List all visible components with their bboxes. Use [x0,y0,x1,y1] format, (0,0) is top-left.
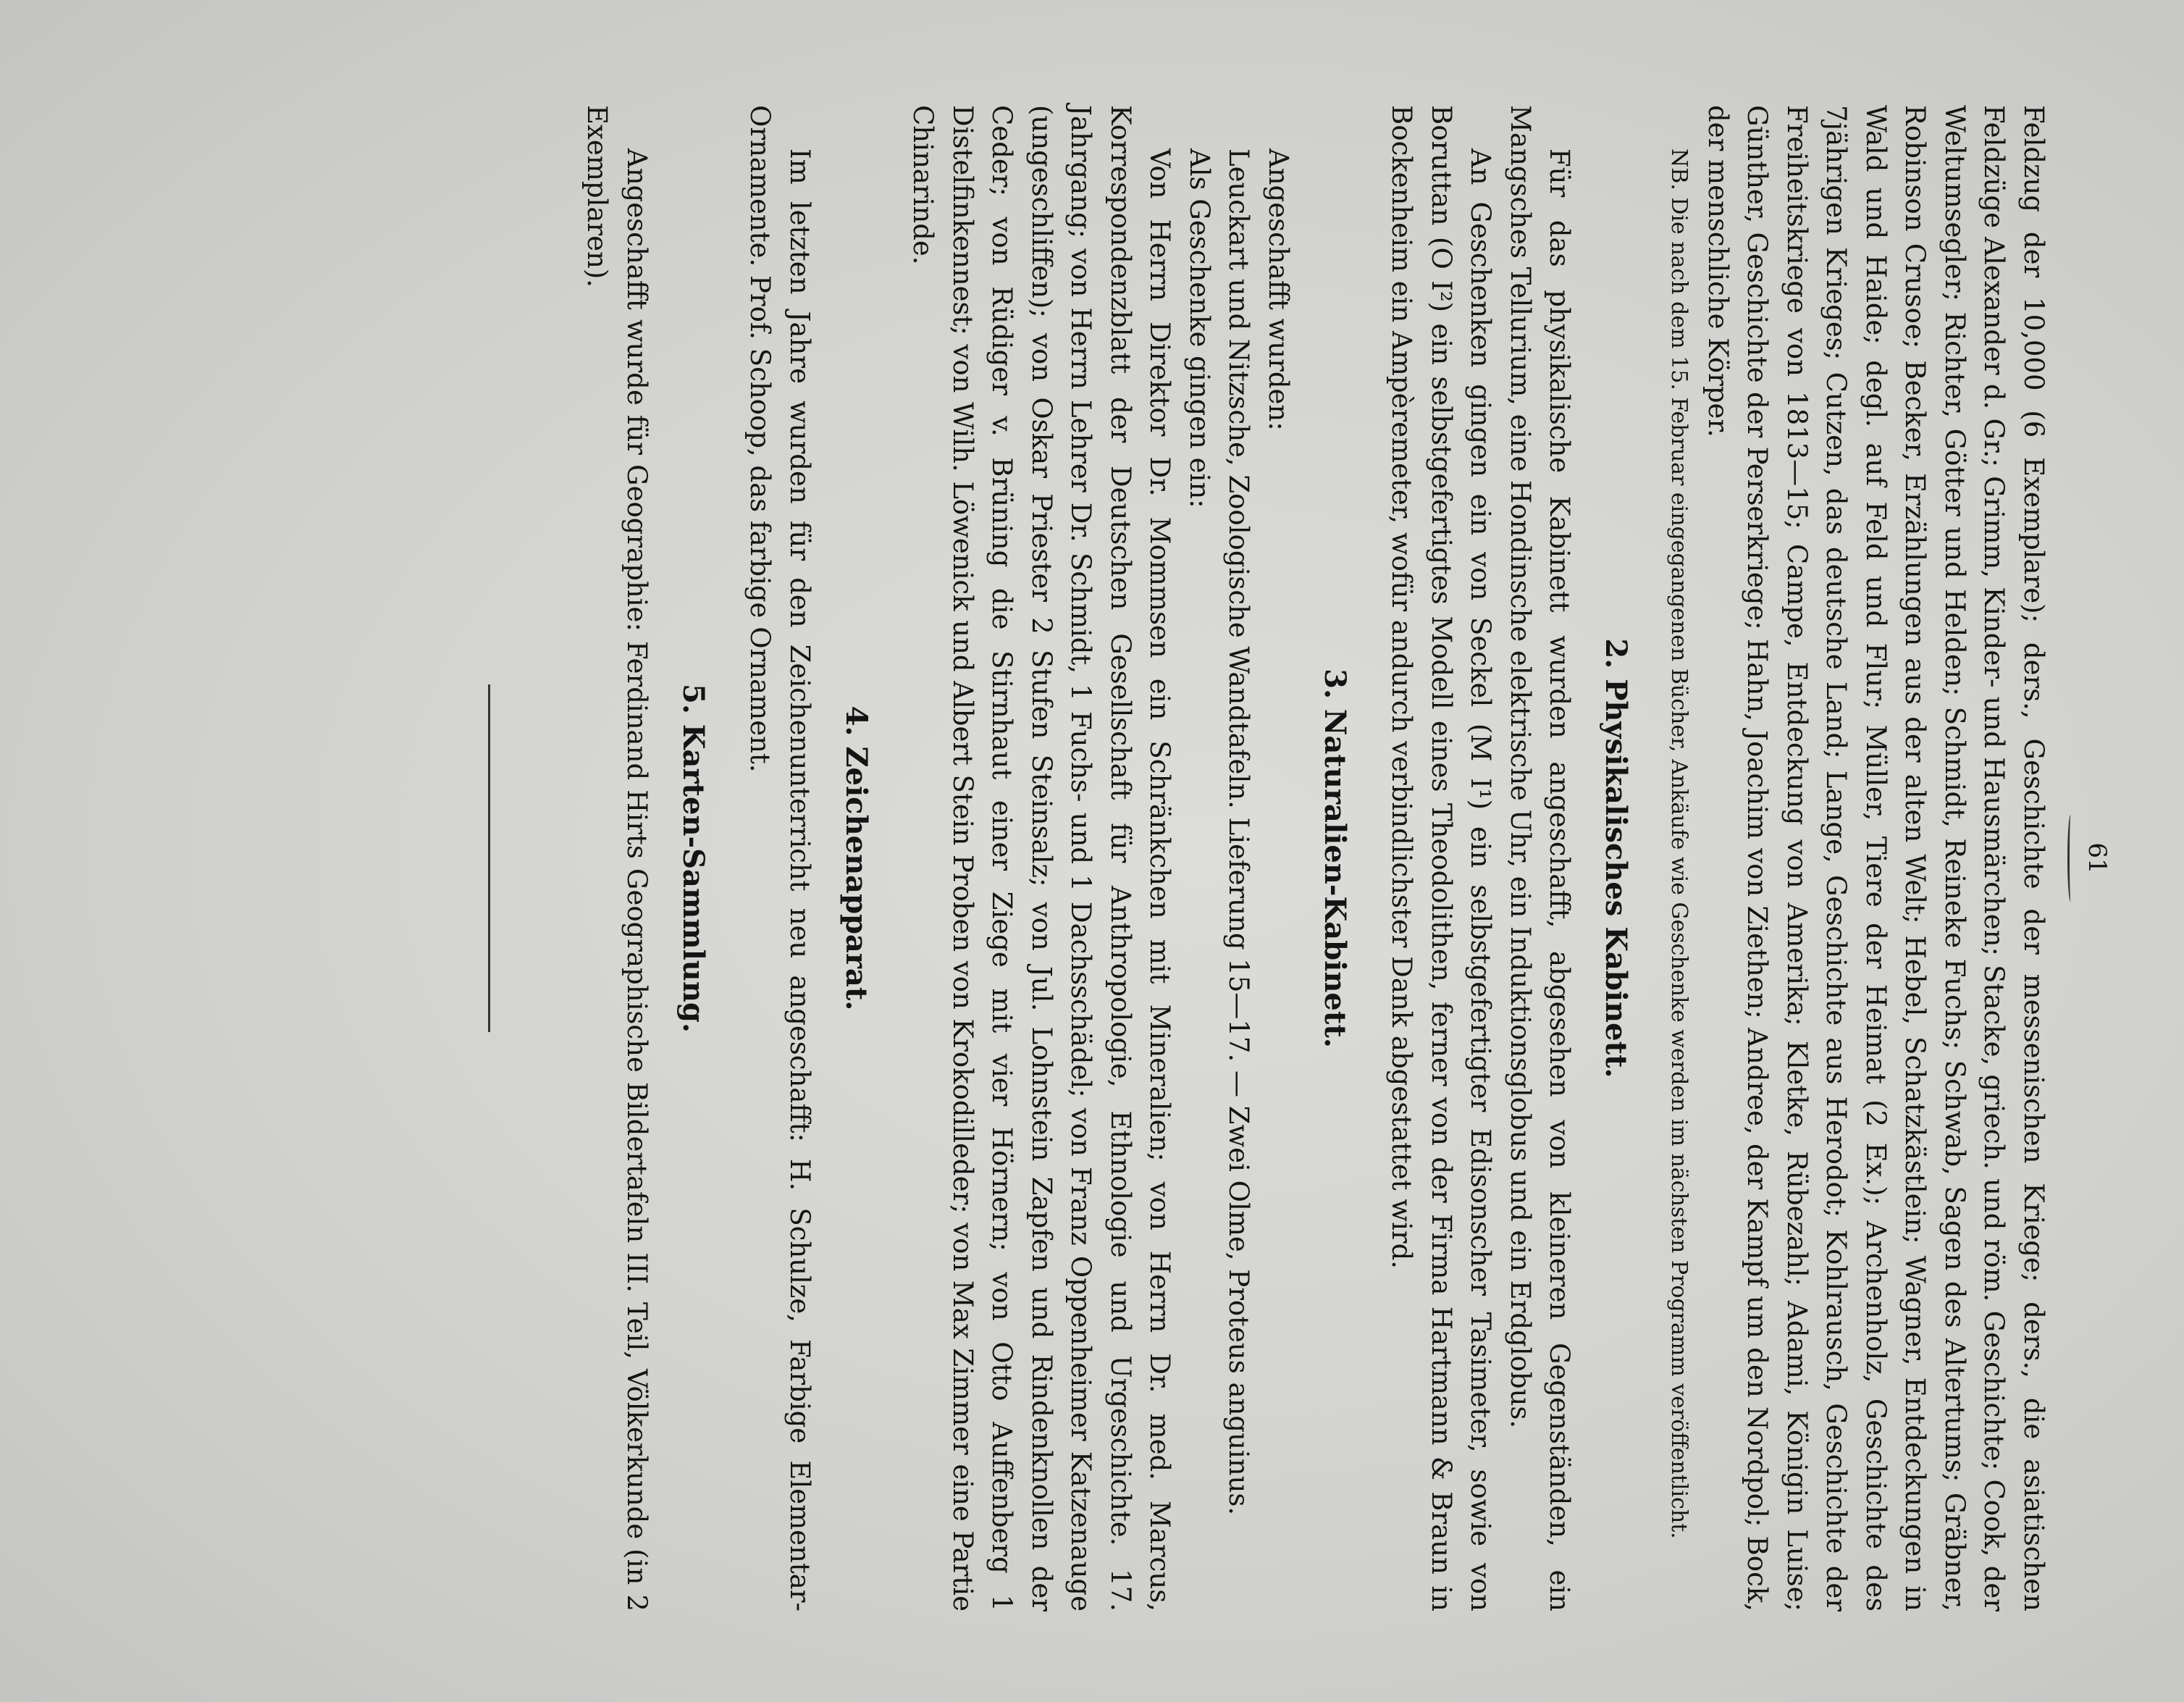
section-heading-zeichen: 4. Zeichenapparat. [839,705,873,1011]
intro-paragraph: Feldzug der 10,000 (6 Exemplare); ders., Geschichte der messenischen Kriege; ders., die asiatischen Feldzüge Alexander d. Gr.; Grimm, Kinder- und Hausmärchen; Stacke, griech. und röm. Geschichte; Cook, der Weltumsegler; Richter, Götter und Helden; Schmidt, Reineke Fuchs; Schwab, Sagen des Altertums; Gräbner, Robinson Crusoe; Becker, Erzählungen aus der alten Welt; Hebel, Schatzkästlein; Wagner, Entdeckungen in Wald und Haide; degl. auf Feld und Flur; Müller, Tiere der Heimat (2 Ex.); Archenholz, Geschichte des 7jährigen Krieges; Cutzen, das deutsche Land; Lange, Geschichte aus Herodot; Kohlrausch, Geschichte der Freiheitskriege von 1813—15; Campe, Entdeckung von Amerika; Kletke, Rübezahl; Adami, Königin Luise; Günther, Geschichte der Perserkriege; Hahn, Joachim von Ziethen; Andree, der Kampf um den Nordpol; Bock, der menschliche Körper. [1702,105,2049,1611]
page-number: 61 [2083,842,2112,874]
section-paragraph: Im letzten Jahre wurden für den Zeichenunterricht neu angeschafft: H. Schulze, Farbige Elementar-Ornamente. Prof. Schoop, das farbige Ornament. [744,105,815,1611]
section-paragraph: Angeschafft wurden: [1263,148,1294,431]
note-paragraph: NB. Die nach dem 15. Februar eingegangenen Bücher, Ankäufe wie Geschenke werden im nächsten Programm veröffentlicht. [1666,148,1692,1539]
section-heading-physik: 2. Physikalisches Kabinett. [1599,638,1634,1078]
page-number-ornament [2067,815,2074,902]
page-content [488,105,2112,1611]
section-paragraph: Als Geschenke gingen ein: [1184,148,1215,508]
section-paragraph: Angeschafft wurde für Geographie: Ferdinand Hirts Geographische Bildertafeln III. Teil, Völkerkunde (in 2 Exemplaren). [581,105,652,1611]
section-paragraph: Leuckart und Nitzsche, Zoologische Wandtafeln. Lieferung 15—17. — Zwei Olme, Proteus anguinus. [1223,148,1255,1516]
section-paragraph: Von Herrn Direktor Dr. Mommsen ein Schränkchen mit Mineralien; von Herrn Dr. med. Marcus, Korrespondenzblatt der Deutschen Gesellschaft für Anthropologie, Ethnologie und Urgeschichte. 17. Jahrgang; von Herrn Lehrer Dr. Schmidt, 1 Fuchs- und 1 Dachsschädel; von Franz Oppenheimer Katzenauge (ungeschliffen); von Oskar Priester 2 Stufen Steinsalz; von Jul. Lohnstein Zapfen und Rindenknollen der Ceder; von Rüdiger v. Brüning die Stirnhaut einer Ziege mit vier Hörnern; von Otto Auffenberg 1 Distelfinkennest; von Wilh. Löwenick und Albert Stein Proben von Krokodilleder; von Max Zimmer eine Partie Chinarinde. [907,105,1176,1611]
section-heading-karten: 5. Karten-Sammlung. [676,684,710,1033]
end-rule [488,684,490,1032]
section-paragraph: An Geschenken gingen ein von Seckel (M I¹) ein selbstgefertigter Edisonscher Tasimeter, sowie von Boruttan (O I²) ein selbstgefertigtes Modell eines Theodolithen, ferner von der Firma Hartmann & Braun in Bockenheim ein Ampèremeter, wofür andurch verbindlichster Dank abgestattet wird. [1386,105,1497,1611]
section-paragraph: Für das physikalische Kabinett wurden angeschafft, abgesehen von kleineren Gegenständen, ein Mangsches Tellurium, eine Hondinsche elektrische Uhr, ein Induktionsglobus und ein Erdglobus. [1505,105,1576,1611]
section-heading-naturalien: 3. Naturalien-Kabinett. [1318,668,1352,1048]
